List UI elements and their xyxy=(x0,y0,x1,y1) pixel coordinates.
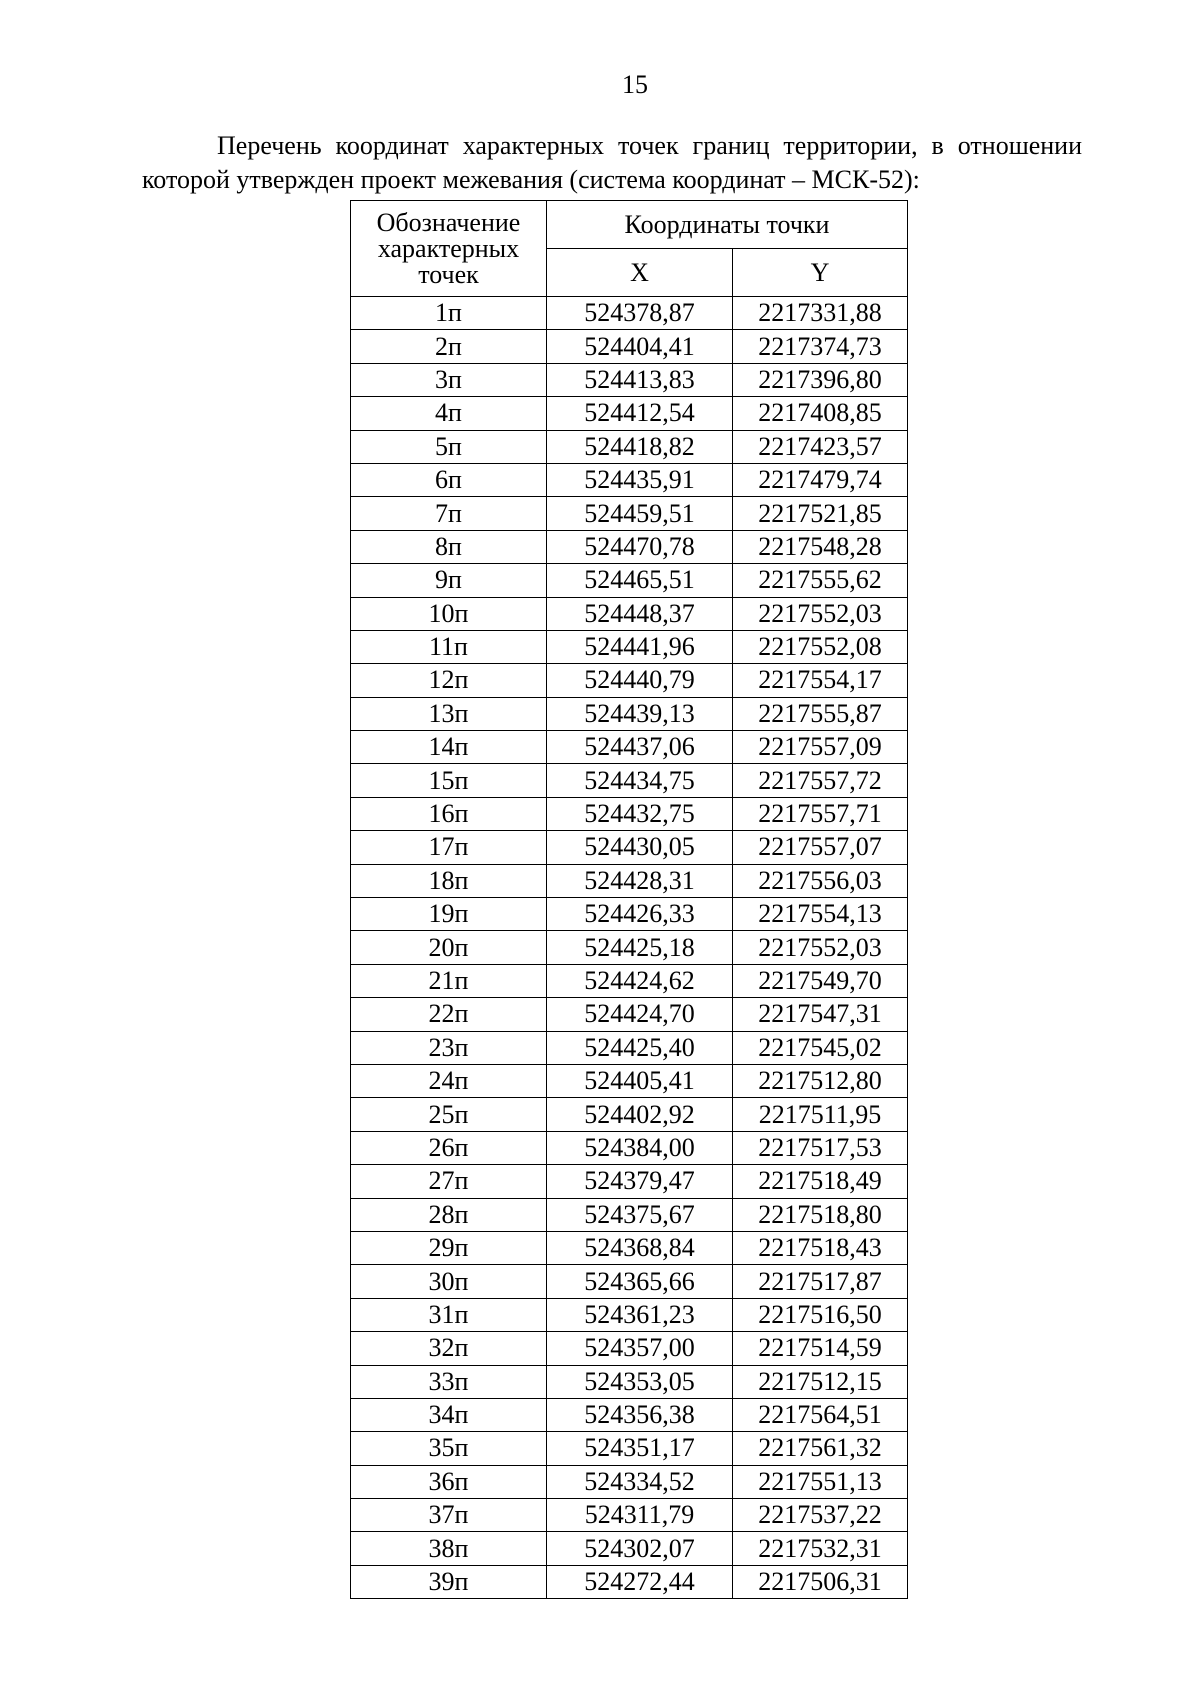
y-coordinate-cell: 2217557,09 xyxy=(733,731,908,764)
point-designation-cell: 5п xyxy=(351,430,547,463)
table-row xyxy=(351,363,908,396)
y-coordinate-cell: 2217554,17 xyxy=(733,664,908,697)
y-coordinate-cell: 2217552,03 xyxy=(733,931,908,964)
y-coordinate-cell: 2217557,71 xyxy=(733,797,908,830)
x-coordinate-cell: 524430,05 xyxy=(547,831,733,864)
table-row xyxy=(351,430,908,463)
table-row xyxy=(351,497,908,530)
y-coordinate-cell: 2217557,07 xyxy=(733,831,908,864)
table-row xyxy=(351,998,908,1031)
y-coordinate-cell: 2217551,13 xyxy=(733,1465,908,1498)
table-row xyxy=(351,797,908,830)
y-coordinate-cell: 2217506,31 xyxy=(733,1565,908,1598)
point-designation-cell: 39п xyxy=(351,1565,547,1598)
point-designation-cell: 1п xyxy=(351,297,547,330)
table-row xyxy=(351,1465,908,1498)
y-coordinate-cell: 2217408,85 xyxy=(733,397,908,430)
point-designation-cell: 35п xyxy=(351,1432,547,1465)
y-coordinate-cell: 2217555,62 xyxy=(733,564,908,597)
table-row xyxy=(351,1532,908,1565)
point-designation-cell: 11п xyxy=(351,630,547,663)
x-coordinate-cell: 524378,87 xyxy=(547,297,733,330)
x-coordinate-cell: 524434,75 xyxy=(547,764,733,797)
table-row xyxy=(351,597,908,630)
point-designation-cell: 31п xyxy=(351,1298,547,1331)
table-row xyxy=(351,964,908,997)
y-coordinate-cell: 2217557,72 xyxy=(733,764,908,797)
point-coordinates-header: Координаты точки xyxy=(547,201,908,249)
x-coordinate-cell: 524402,92 xyxy=(547,1098,733,1131)
x-coordinate-cell: 524459,51 xyxy=(547,497,733,530)
y-coordinate-cell: 2217516,50 xyxy=(733,1298,908,1331)
y-coordinate-cell: 2217518,80 xyxy=(733,1198,908,1231)
point-designation-cell: 33п xyxy=(351,1365,547,1398)
point-designation-cell: 32п xyxy=(351,1332,547,1365)
point-designation-cell: 37п xyxy=(351,1499,547,1532)
y-coordinate-cell: 2217423,57 xyxy=(733,430,908,463)
x-coordinate-cell: 524356,38 xyxy=(547,1398,733,1431)
x-coordinate-cell: 524435,91 xyxy=(547,463,733,496)
x-coordinate-cell: 524418,82 xyxy=(547,430,733,463)
table-row xyxy=(351,764,908,797)
x-coordinate-cell: 524361,23 xyxy=(547,1298,733,1331)
x-coordinate-cell: 524437,06 xyxy=(547,731,733,764)
x-coordinate-cell: 524432,75 xyxy=(547,797,733,830)
y-coordinate-cell: 2217554,13 xyxy=(733,898,908,931)
x-coordinate-cell: 524375,67 xyxy=(547,1198,733,1231)
x-coordinate-cell: 524272,44 xyxy=(547,1565,733,1598)
point-designation-cell: 24п xyxy=(351,1064,547,1097)
table-row xyxy=(351,1131,908,1164)
x-coordinate-cell: 524440,79 xyxy=(547,664,733,697)
y-coordinate-cell: 2217512,80 xyxy=(733,1064,908,1097)
point-designation-cell: 21п xyxy=(351,964,547,997)
y-coordinate-cell: 2217517,53 xyxy=(733,1131,908,1164)
x-coordinate-cell: 524357,00 xyxy=(547,1332,733,1365)
point-designation-cell: 15п xyxy=(351,764,547,797)
y-coordinate-cell: 2217548,28 xyxy=(733,530,908,563)
table-row xyxy=(351,664,908,697)
x-coordinate-cell: 524465,51 xyxy=(547,564,733,597)
table-header xyxy=(351,201,908,297)
x-coordinate-cell: 524405,41 xyxy=(547,1064,733,1097)
x-coordinate-cell: 524334,52 xyxy=(547,1465,733,1498)
x-coordinate-cell: 524424,62 xyxy=(547,964,733,997)
point-designation-cell: 6п xyxy=(351,463,547,496)
point-designation-cell: 26п xyxy=(351,1131,547,1164)
table-row xyxy=(351,1332,908,1365)
point-designation-cell: 16п xyxy=(351,797,547,830)
table-row xyxy=(351,831,908,864)
y-coordinate-cell: 2217552,03 xyxy=(733,597,908,630)
x-coordinate-cell: 524412,54 xyxy=(547,397,733,430)
table-row xyxy=(351,1198,908,1231)
table-row xyxy=(351,397,908,430)
point-designation-cell: 12п xyxy=(351,664,547,697)
point-designation-cell: 34п xyxy=(351,1398,547,1431)
x-coordinate-cell: 524470,78 xyxy=(547,530,733,563)
table-row xyxy=(351,297,908,330)
x-coordinate-cell: 524425,18 xyxy=(547,931,733,964)
point-designation-cell: 18п xyxy=(351,864,547,897)
x-coordinate-cell: 524426,33 xyxy=(547,898,733,931)
y-coordinate-cell: 2217561,32 xyxy=(733,1432,908,1465)
x-coordinate-cell: 524428,31 xyxy=(547,864,733,897)
y-coordinate-cell: 2217512,15 xyxy=(733,1365,908,1398)
table-row xyxy=(351,1398,908,1431)
table-row xyxy=(351,463,908,496)
y-coordinate-cell: 2217374,73 xyxy=(733,330,908,363)
point-designation-cell: 7п xyxy=(351,497,547,530)
point-designation-cell: 22п xyxy=(351,998,547,1031)
x-coordinate-cell: 524404,41 xyxy=(547,330,733,363)
table-row xyxy=(351,1565,908,1598)
table-row xyxy=(351,1098,908,1131)
table-row xyxy=(351,1231,908,1264)
table-row xyxy=(351,1432,908,1465)
x-coordinate-cell: 524413,83 xyxy=(547,363,733,396)
table-row xyxy=(351,1265,908,1298)
table-row xyxy=(351,1064,908,1097)
table-row xyxy=(351,731,908,764)
point-designation-cell: 23п xyxy=(351,1031,547,1064)
y-coordinate-cell: 2217511,95 xyxy=(733,1098,908,1131)
x-coordinate-cell: 524353,05 xyxy=(547,1365,733,1398)
y-coordinate-cell: 2217479,74 xyxy=(733,463,908,496)
table-row xyxy=(351,864,908,897)
page-number: 15 xyxy=(622,70,648,99)
table-row xyxy=(351,1298,908,1331)
y-coordinate-cell: 2217532,31 xyxy=(733,1532,908,1565)
y-coordinate-cell: 2217555,87 xyxy=(733,697,908,730)
y-coordinate-cell: 2217518,43 xyxy=(733,1231,908,1264)
table-row xyxy=(351,1165,908,1198)
table-row xyxy=(351,630,908,663)
point-designation-cell: 10п xyxy=(351,597,547,630)
x-coordinate-cell: 524384,00 xyxy=(547,1131,733,1164)
table-row xyxy=(351,1365,908,1398)
x-coordinate-cell: 524425,40 xyxy=(547,1031,733,1064)
x-coordinate-cell: 524379,47 xyxy=(547,1165,733,1198)
table-row xyxy=(351,931,908,964)
x-coordinate-cell: 524368,84 xyxy=(547,1231,733,1264)
point-designation-cell: 28п xyxy=(351,1198,547,1231)
point-designation-cell: 4п xyxy=(351,397,547,430)
y-column-header: Y xyxy=(733,249,908,297)
y-coordinate-cell: 2217331,88 xyxy=(733,297,908,330)
table-row xyxy=(351,564,908,597)
table-row xyxy=(351,1031,908,1064)
point-designation-cell: 30п xyxy=(351,1265,547,1298)
point-designation-cell: 36п xyxy=(351,1465,547,1498)
point-designation-cell: 13п xyxy=(351,697,547,730)
table-row xyxy=(351,530,908,563)
point-designation-cell: 19п xyxy=(351,898,547,931)
point-designation-cell: 27п xyxy=(351,1165,547,1198)
x-coordinate-cell: 524439,13 xyxy=(547,697,733,730)
point-designation-cell: 25п xyxy=(351,1098,547,1131)
coordinates-table xyxy=(350,200,908,1599)
point-designation-cell: 38п xyxy=(351,1532,547,1565)
table-row xyxy=(351,330,908,363)
x-coordinate-cell: 524311,79 xyxy=(547,1499,733,1532)
point-designation-cell: 2п xyxy=(351,330,547,363)
y-coordinate-cell: 2217552,08 xyxy=(733,630,908,663)
point-designation-cell: 8п xyxy=(351,530,547,563)
x-coordinate-cell: 524441,96 xyxy=(547,630,733,663)
x-coordinate-cell: 524424,70 xyxy=(547,998,733,1031)
x-column-header: X xyxy=(547,249,733,297)
x-coordinate-cell: 524351,17 xyxy=(547,1432,733,1465)
y-coordinate-cell: 2217514,59 xyxy=(733,1332,908,1365)
x-coordinate-cell: 524302,07 xyxy=(547,1532,733,1565)
y-coordinate-cell: 2217556,03 xyxy=(733,864,908,897)
y-coordinate-cell: 2217549,70 xyxy=(733,964,908,997)
point-designation-cell: 14п xyxy=(351,731,547,764)
y-coordinate-cell: 2217547,31 xyxy=(733,998,908,1031)
point-designation-cell: 17п xyxy=(351,831,547,864)
table-row xyxy=(351,697,908,730)
intro-paragraph: Перечень координат характерных точек границ территории, в отношении которой утвержден проект межевания (система координат – МСК-52): xyxy=(142,131,1082,194)
x-coordinate-cell: 524365,66 xyxy=(547,1265,733,1298)
y-coordinate-cell: 2217521,85 xyxy=(733,497,908,530)
point-designation-cell: 29п xyxy=(351,1231,547,1264)
table-row xyxy=(351,1499,908,1532)
y-coordinate-cell: 2217396,80 xyxy=(733,363,908,396)
x-coordinate-cell: 524448,37 xyxy=(547,597,733,630)
y-coordinate-cell: 2217564,51 xyxy=(733,1398,908,1431)
y-coordinate-cell: 2217537,22 xyxy=(733,1499,908,1532)
point-designation-cell: 9п xyxy=(351,564,547,597)
y-coordinate-cell: 2217517,87 xyxy=(733,1265,908,1298)
point-designation-cell: 3п xyxy=(351,363,547,396)
y-coordinate-cell: 2217545,02 xyxy=(733,1031,908,1064)
point-designation-header: Обозначение характерных точек xyxy=(351,201,547,297)
y-coordinate-cell: 2217518,49 xyxy=(733,1165,908,1198)
table-row xyxy=(351,898,908,931)
table-body xyxy=(351,297,908,1599)
point-designation-cell: 20п xyxy=(351,931,547,964)
